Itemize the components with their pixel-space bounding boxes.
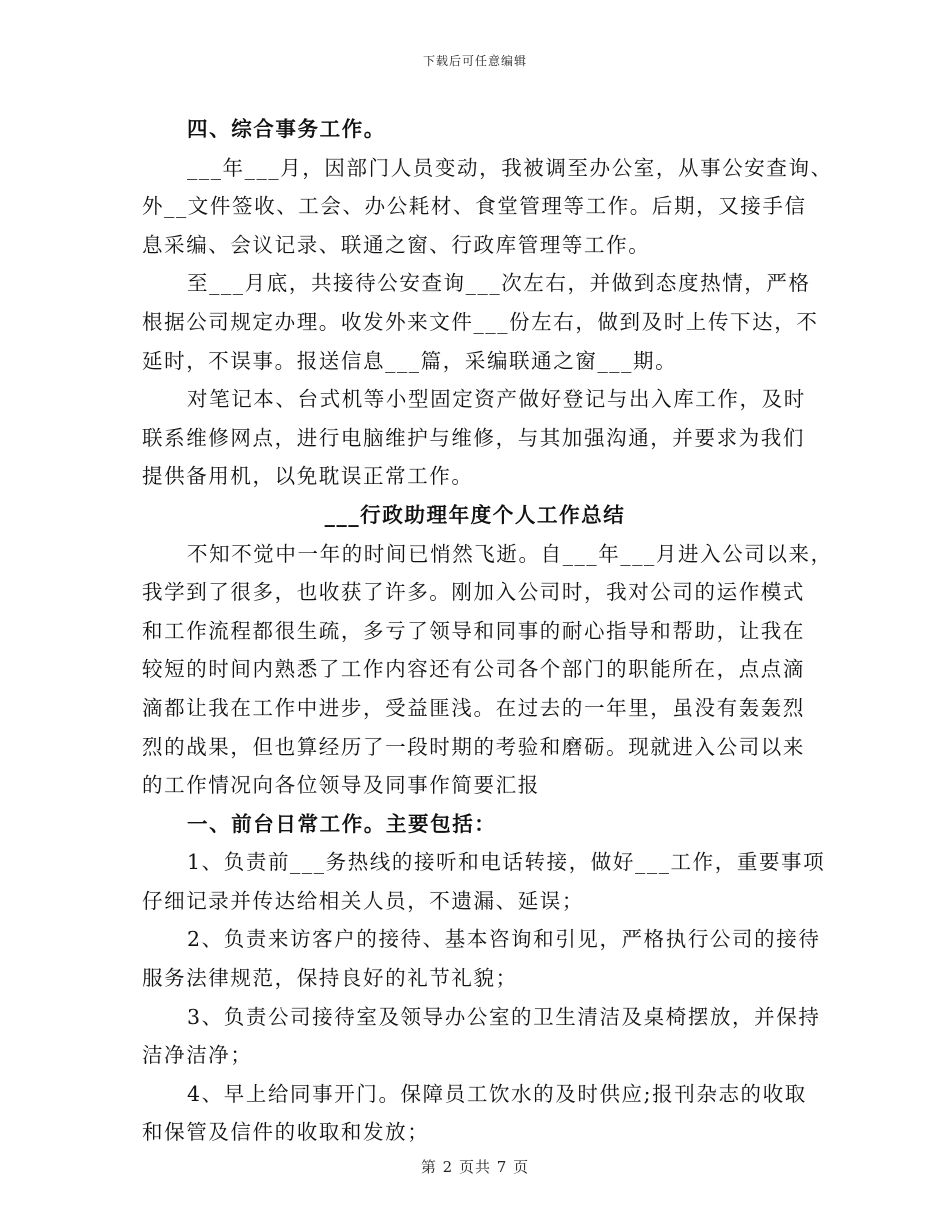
list-item-line: 2、负责来访客户的接待、基本咨询和引见，严格执行公司的接待 [187, 927, 821, 952]
list-item-line: 3、负责公司接待室及领导办公室的卫生清洁及桌椅摆放，并保持 [187, 1004, 821, 1029]
paragraph-line: 提供备用机，以免耽误正常工作。 [142, 464, 474, 489]
paragraph-line: 和工作流程都很生疏，多亏了领导和同事的耐心指导和帮助，让我在 [142, 618, 805, 643]
paragraph-line: 较短的时间内熟悉了工作内容还有公司各个部门的职能所在，点点滴 [142, 657, 805, 682]
paragraph-line: 滴都让我在工作中进步，受益匪浅。在过去的一年里，虽没有轰轰烈 [142, 695, 805, 720]
paragraph-line: 不知不觉中一年的时间已悄然飞逝。自___年___月进入公司以来， [187, 541, 833, 566]
paragraph-line: 联系维修网点，进行电脑维护与维修，与其加强沟通，并要求为我们 [142, 425, 805, 450]
document-body [142, 110, 833, 1152]
paragraph-line: 至___月底，共接待公安查询___次左右，并做到态度热情，严格 [187, 271, 811, 296]
paragraph-line: 根据公司规定办理。收发外来文件___份左右，做到及时上传下达，不 [142, 309, 819, 334]
paragraph-line: 息采编、会议记录、联通之窗、行政库管理等工作。 [142, 232, 651, 257]
section-heading-4: 四、综合事务工作。 [187, 117, 386, 141]
paragraph-line: 对笔记本、台式机等小型固定资产做好登记与出入库工作，及时 [187, 387, 806, 412]
paragraph-line: 的工作情况向各位领导及同事作简要汇报 [142, 773, 540, 798]
paragraph-line: 外__文件签收、工会、办公耗材、食堂管理等工作。后期，又接手信 [142, 194, 807, 219]
paragraph-line: ___年___月，因部门人员变动，我被调至办公室，从事公安查询、 [187, 155, 833, 180]
page-header: 下载后可任意编辑 [422, 54, 527, 68]
paragraph-line: 延时，不误事。报送信息___篇，采编联通之窗___期。 [142, 348, 678, 373]
paragraph-line: 我学到了很多，也收获了许多。刚加入公司时，我对公司的运作模式 [142, 580, 805, 605]
list-item-line: 和保管及信件的收取和发放； [142, 1120, 430, 1145]
section-heading-1: 一、前台日常工作。主要包括： [187, 811, 497, 836]
list-item-line: 1、负责前___务热线的接听和电话转接，做好___工作，重要事项 [187, 850, 826, 875]
list-item-line: 洁净洁净； [142, 1043, 253, 1068]
list-item-line: 仔细记录并传达给相关人员，不遗漏、延误； [142, 888, 584, 913]
list-item-line: 服务法律规范，保持良好的礼节礼貌； [142, 966, 518, 991]
page-number: 第 2 页共 7 页 [420, 1158, 530, 1176]
document-title: ___行政助理年度个人工作总结 [324, 502, 626, 527]
paragraph-line: 烈的战果，但也算经历了一段时期的考验和磨砺。现就进入公司以来 [142, 734, 805, 759]
list-item-line: 4、早上给同事开门。保障员工饮水的及时供应;报刊杂志的收取 [187, 1081, 807, 1106]
